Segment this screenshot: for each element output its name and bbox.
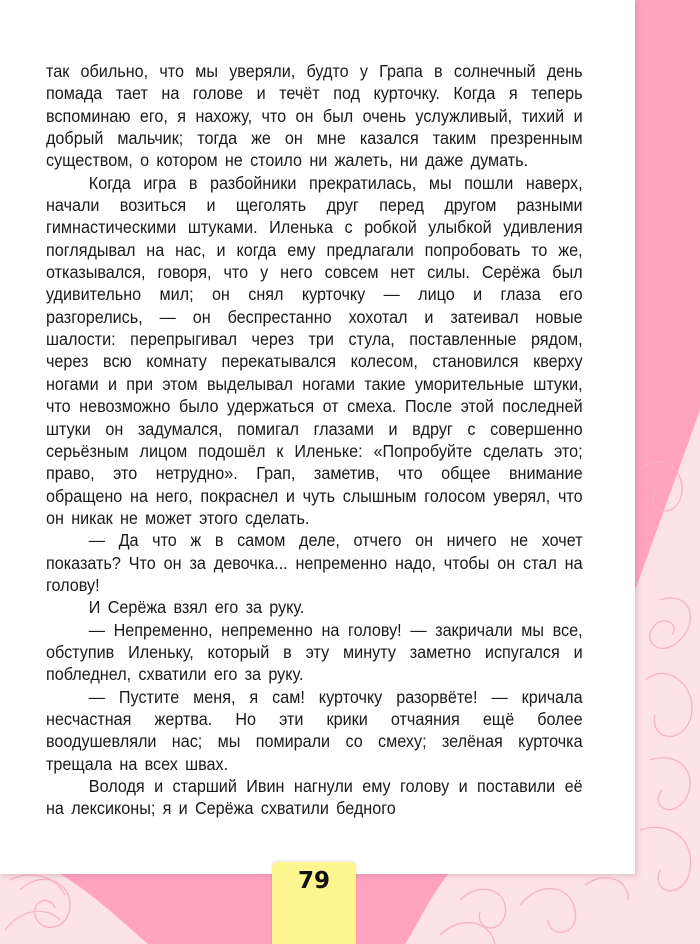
paragraph-6: — Пустите меня, я сам! курточку разорвёте! — кричала несчастная жертва. Но эти крики отчаяния ещё более воодушевляли нас; мы помирали со смеху; зелёная курточка трещала на всех швах. bbox=[46, 686, 583, 774]
paragraph-1: так обильно, что мы уверяли, будто у Грапа в солнечный день помада тает на голове и течёт под курточку. Когда я теперь вспоминаю его, я нахожу, что он был очень услужливый, тихий и добрый мальчик; тогда же он мне казался таким презренным существом, о котором не стоило ни жалеть, ни даже думать. bbox=[46, 61, 583, 171]
paragraph-7: Володя и старший Ивин нагнули ему голову и поставили её на лексиконы; я и Серёжа схватили бедного bbox=[46, 776, 583, 819]
paragraph-3: — Да что ж в самом деле, отчего он ничего не хочет показать? Что он за девочка... непременно надо, чтобы он стал на голову! bbox=[46, 530, 583, 595]
page-number-tab bbox=[272, 862, 356, 944]
paragraph-5: — Непременно, непременно на голову! — закричали мы все, обступив Иленьку, который в эту минуту заметно испугался и побледнел, схватили его за руку. bbox=[46, 619, 583, 685]
page-text bbox=[46, 60, 583, 820]
paragraph-4: И Серёжа взял его за руку. bbox=[88, 597, 305, 618]
page-number: 79 bbox=[297, 868, 330, 894]
pink-bottom-blob bbox=[60, 874, 448, 944]
paragraph-2: Когда игра в разбойники прекратилась, мы пошли наверх, начали возиться и щеголять друг перед другом разными гимнастическими штуками. Иленька с робкой улыбкой удивления поглядывал на нас, и когда ему предлагали попробовать то же, отказывался, говоря, что у него совсем нет силы. Серёжа был удивительно мил; он снял курточку — лицо и глаза его разгорелись, — он беспрестанно хохотал и затеивал новые шалости: перепрыгивал через три стула, поставленные рядом, через всю комнату перекатывался колесом, становился кверху ногами и при этом выделывал ногами такие уморительные штуки, что невозможно было удержаться от смеха. После этой последней штуки он задумался, помигал глазами и вдруг с совершенно серьёзным лицом подошёл к Иленьке: «Попробуйте сделать это; право, это нетрудно». Грап, заметив, что общее внимание обращено на него, покраснел и чуть слышным голосом уверял, что он никак не может этого сделать. bbox=[46, 172, 583, 528]
pink-diagonal-band bbox=[630, 0, 700, 588]
